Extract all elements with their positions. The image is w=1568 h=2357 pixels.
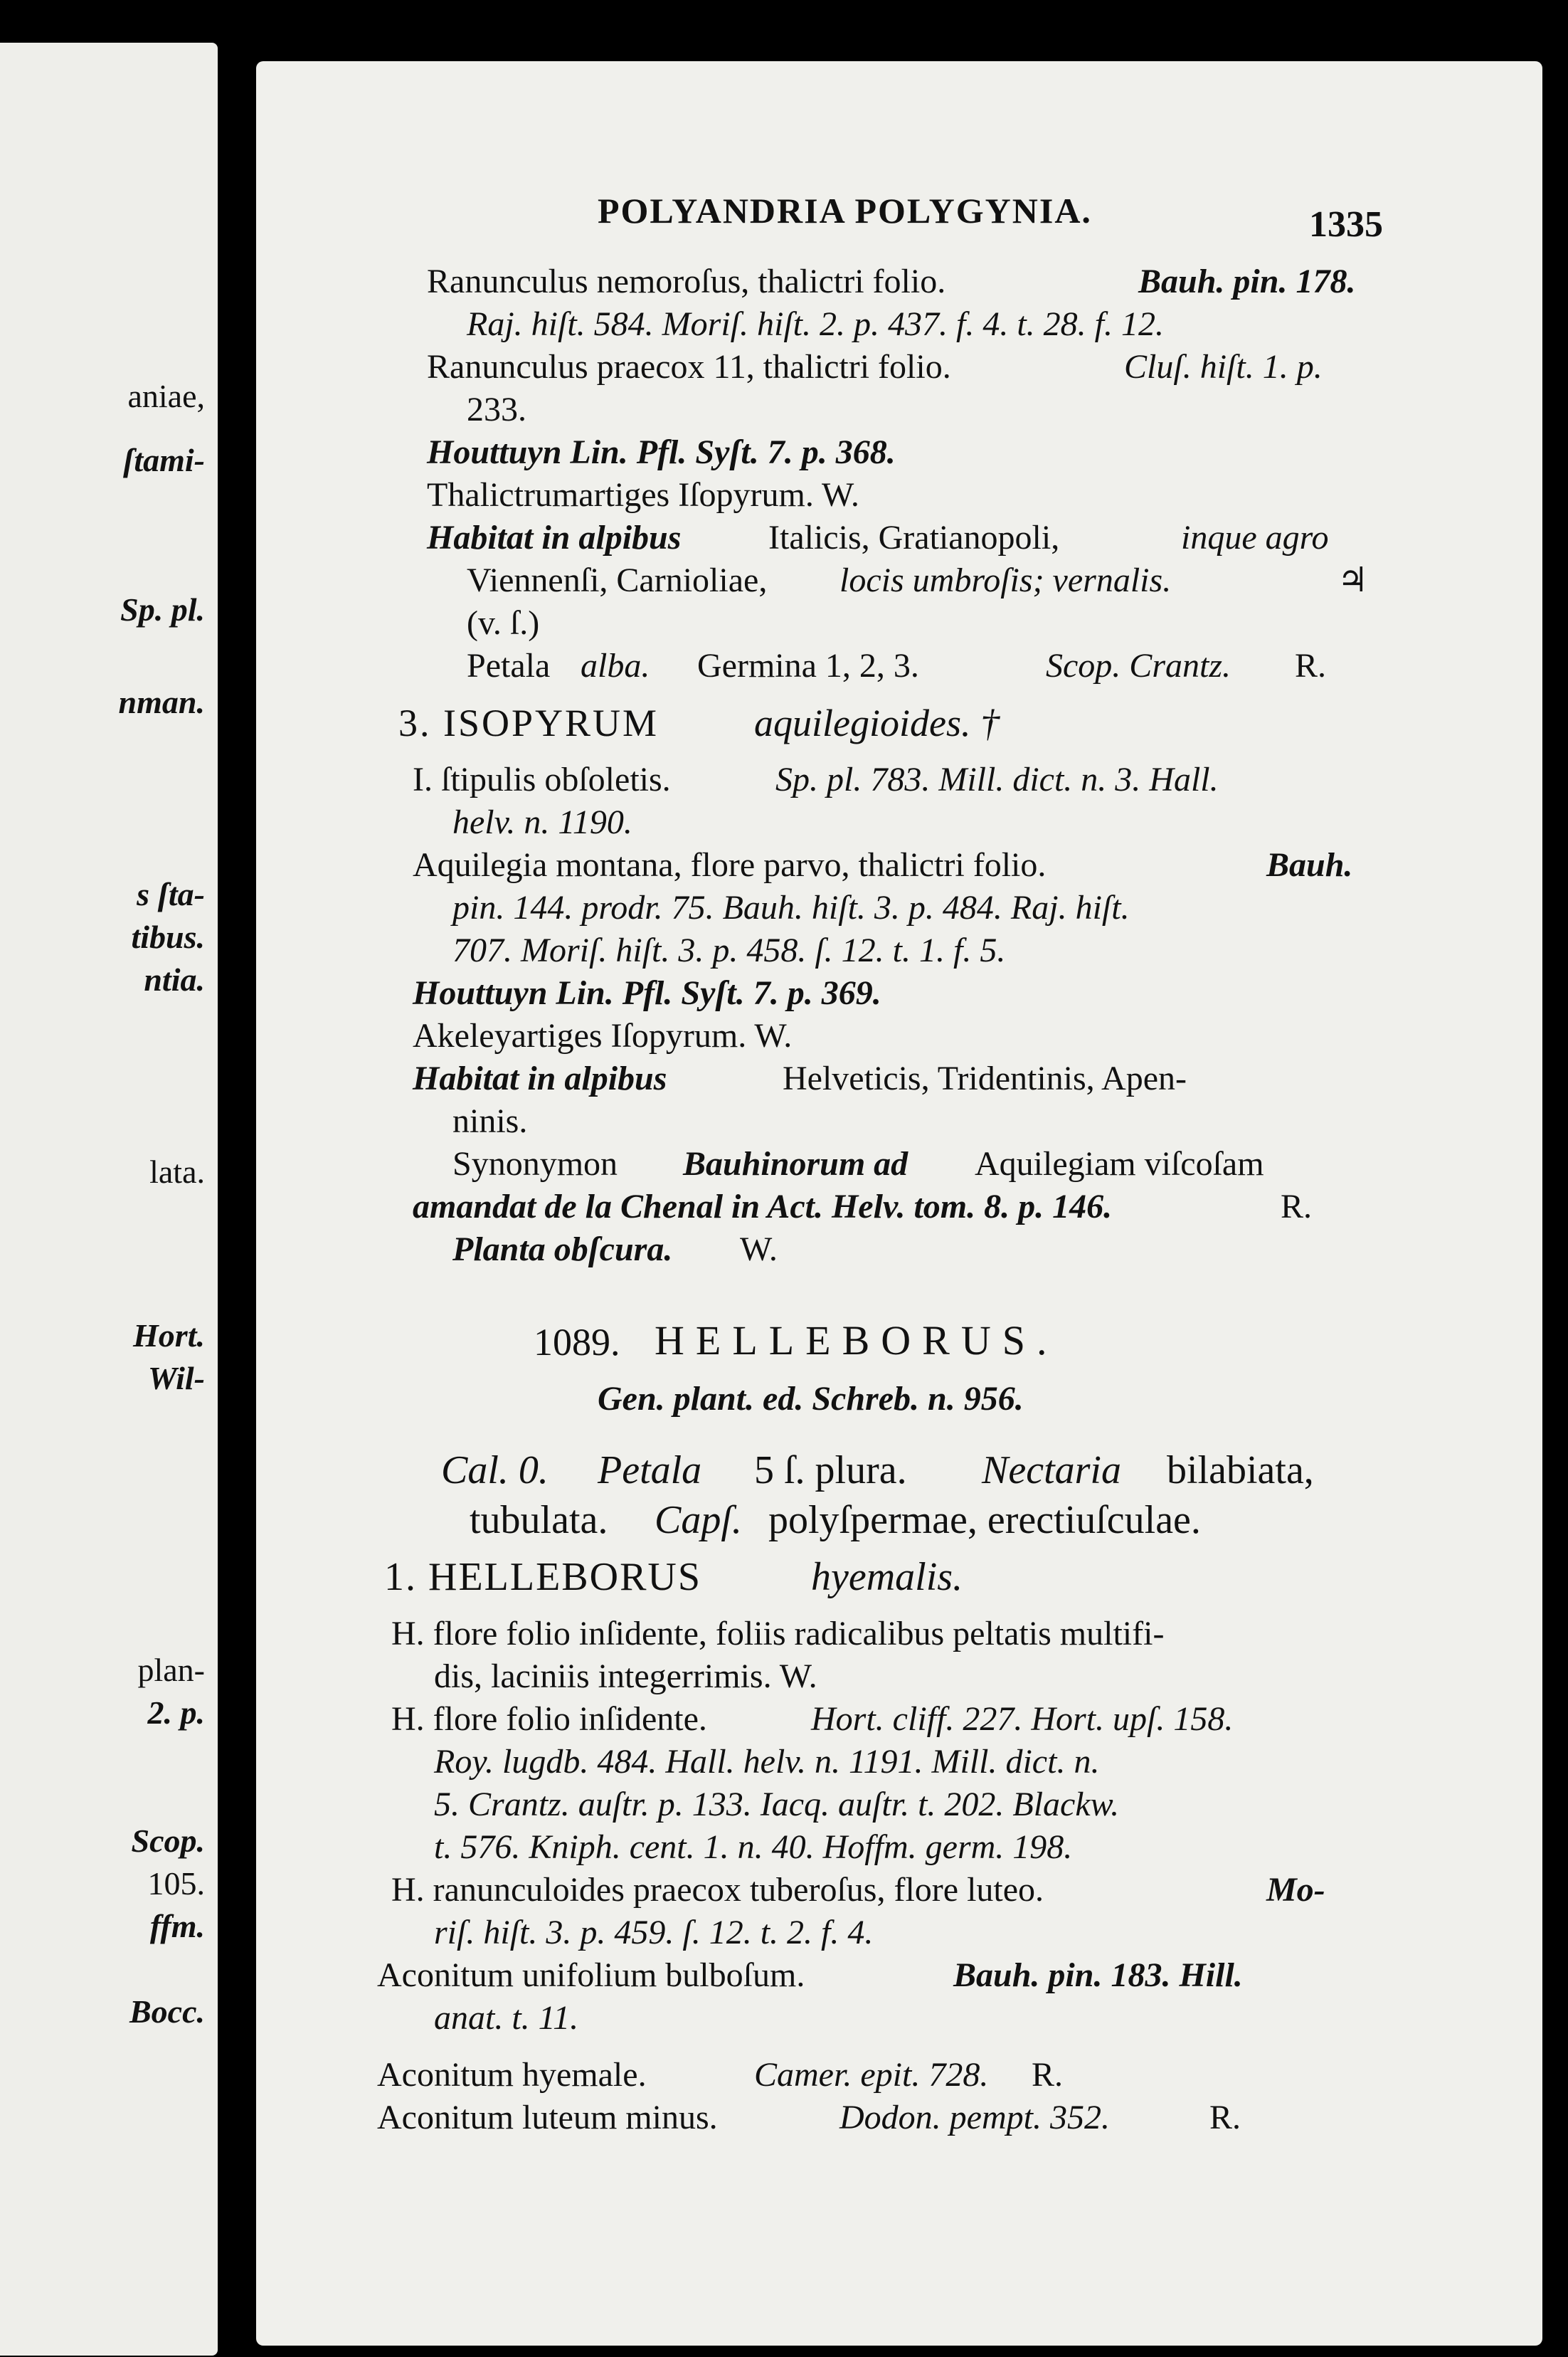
- left-fragment: nman.: [118, 684, 205, 720]
- text-line: R.: [1209, 2099, 1241, 2136]
- left-fragment: Bocc.: [129, 1993, 205, 2030]
- text-line: Hort. cliff. 227. Hort. upſ. 158.: [811, 1700, 1234, 1738]
- text-line: Mo-: [1266, 1871, 1325, 1909]
- text-line: Houttuyn Lin. Pfl. Syſt. 7. p. 369.: [413, 974, 881, 1012]
- genus-number: 1089.: [534, 1321, 620, 1364]
- character-line: Capſ.: [655, 1498, 742, 1542]
- left-fragment: Sp. pl.: [120, 591, 205, 628]
- text-line: R.: [1281, 1188, 1313, 1225]
- text-line: 5. Crantz. auſtr. p. 133. Iacq. auſtr. t. 202. Blackw.: [434, 1786, 1120, 1823]
- character-line: polyſpermae, erectiuſculae.: [768, 1498, 1201, 1542]
- text-line: Raj. hiſt. 584. Moriſ. hiſt. 2. p. 437. f. 4. t. 28. f. 12.: [467, 305, 1165, 343]
- text-line: Viennenſi, Carnioliae,: [467, 561, 768, 599]
- left-fragment: lata.: [149, 1154, 205, 1190]
- text-line: Thalictrumartiges Iſopyrum. W.: [427, 476, 859, 514]
- character-line: 5 ſ. plura.: [754, 1448, 907, 1492]
- text-line: Akeleyartiges Iſopyrum. W.: [413, 1017, 793, 1055]
- running-head: POLYANDRIA POLYGYNIA.: [598, 191, 1092, 231]
- text-line: H. flore folio inſidente.: [391, 1700, 707, 1738]
- left-fragment: s ſta-: [137, 876, 205, 912]
- left-fragment: ntia.: [144, 961, 205, 998]
- character-line: Cal. 0.: [441, 1448, 549, 1492]
- text-line: Bauh. pin. 178.: [1138, 263, 1356, 300]
- text-line: Aconitum unifolium bulboſum.: [377, 1956, 805, 1994]
- text-line: Synonymon: [452, 1145, 618, 1183]
- text-line: locis umbroſis; vernalis.: [839, 561, 1172, 599]
- left-fragment: tibus.: [131, 919, 205, 955]
- text-line: Bauh. pin. 183. Hill.: [953, 1956, 1243, 1994]
- text-line: Camer. epit. 728.: [754, 2056, 989, 2094]
- species-heading: 3. ISOPYRUM: [398, 702, 659, 744]
- previous-page-edge: [0, 43, 218, 2356]
- left-fragment: Scop.: [131, 1823, 205, 1859]
- text-line: alba.: [581, 647, 650, 685]
- left-fragment: 2. p.: [147, 1694, 205, 1731]
- text-line: Ranunculus nemoroſus, thalictri folio.: [427, 263, 946, 300]
- text-line: pin. 144. prodr. 75. Bauh. hiſt. 3. p. 484. Raj. hiſt.: [452, 889, 1130, 927]
- text-line: Bauh.: [1266, 846, 1353, 884]
- text-line: H. ranunculoides praecox tuberoſus, flore luteo.: [391, 1871, 1044, 1909]
- species-epithet: hyemalis.: [811, 1555, 963, 1599]
- left-fragment: ffm.: [149, 1908, 205, 1944]
- left-fragment: plan-: [137, 1652, 205, 1688]
- text-line: R.: [1032, 2056, 1064, 2094]
- text-line: Habitat in alpibus: [413, 1060, 667, 1097]
- text-line: 233.: [467, 391, 526, 428]
- character-line: tubulata.: [470, 1498, 608, 1542]
- page-number: 1335: [1309, 204, 1383, 245]
- text-line: Germina 1, 2, 3.: [697, 647, 919, 685]
- text-line: Cluſ. hiſt. 1. p.: [1124, 348, 1323, 386]
- text-line: Roy. lugdb. 484. Hall. helv. n. 1191. Mill. dict. n.: [434, 1743, 1100, 1781]
- text-line: ♃: [1337, 561, 1369, 599]
- text-line: 707. Moriſ. hiſt. 3. p. 458. ſ. 12. t. 1. f. 5.: [452, 932, 1006, 969]
- text-line: ninis.: [452, 1102, 528, 1140]
- species-epithet: aquilegioides. †: [754, 702, 1000, 744]
- text-line: Houttuyn Lin. Pfl. Syſt. 7. p. 368.: [427, 433, 896, 471]
- text-line: Scop. Crantz.: [1046, 647, 1231, 685]
- book-page: [256, 61, 1542, 2346]
- text-line: Petala: [467, 647, 551, 685]
- text-line: Bauhinorum ad: [683, 1145, 909, 1183]
- text-line: dis, laciniis integerrimis. W.: [434, 1657, 817, 1695]
- text-line: H. flore folio inſidente, foliis radicalibus peltatis multifi-: [391, 1615, 1165, 1652]
- left-fragment: 105.: [147, 1865, 205, 1902]
- genus-name: HELLEBORUS.: [655, 1317, 1059, 1364]
- character-line: Petala: [598, 1448, 702, 1492]
- text-line: I. ſtipulis obſoletis.: [413, 761, 671, 798]
- text-line: Aconitum luteum minus.: [377, 2099, 718, 2136]
- text-line: riſ. hiſt. 3. p. 459. ſ. 12. t. 2. f. 4.: [434, 1914, 874, 1951]
- text-line: Aquilegiam viſcoſam: [975, 1145, 1264, 1183]
- species-heading: 1. HELLEBORUS: [384, 1555, 701, 1599]
- character-line: bilabiata,: [1167, 1448, 1314, 1492]
- left-fragment: aniae,: [127, 378, 205, 414]
- text-line: Aquilegia montana, flore parvo, thalictri folio.: [413, 846, 1047, 884]
- text-line: helv. n. 1190.: [452, 803, 632, 841]
- text-line: Italicis, Gratianopoli,: [768, 519, 1060, 557]
- left-fragment: ſtami-: [123, 442, 205, 478]
- left-fragment: Hort.: [133, 1317, 205, 1354]
- genus-reference: Gen. plant. ed. Schreb. n. 956.: [598, 1380, 1024, 1418]
- text-line: amandat de la Chenal in Act. Helv. tom. 8. p. 146.: [413, 1188, 1113, 1225]
- text-line: Habitat in alpibus: [427, 519, 682, 557]
- text-line: Aconitum hyemale.: [377, 2056, 647, 2094]
- text-line: W.: [740, 1230, 778, 1268]
- character-line: Nectaria: [982, 1448, 1121, 1492]
- text-line: Sp. pl. 783. Mill. dict. n. 3. Hall.: [775, 761, 1219, 798]
- text-line: t. 576. Kniph. cent. 1. n. 40. Hoffm. germ. 198.: [434, 1828, 1073, 1866]
- text-line: Helveticis, Tridentinis, Apen-: [783, 1060, 1187, 1097]
- text-line: (v. ſ.): [467, 604, 540, 642]
- text-line: inque agro: [1181, 519, 1329, 557]
- text-line: R.: [1295, 647, 1327, 685]
- left-fragment: Wil-: [147, 1360, 205, 1396]
- text-line: Planta obſcura.: [452, 1230, 673, 1268]
- text-line: Dodon. pempt. 352.: [839, 2099, 1110, 2136]
- text-line: Ranunculus praecox 11, thalictri folio.: [427, 348, 951, 386]
- text-line: anat. t. 11.: [434, 1999, 579, 2037]
